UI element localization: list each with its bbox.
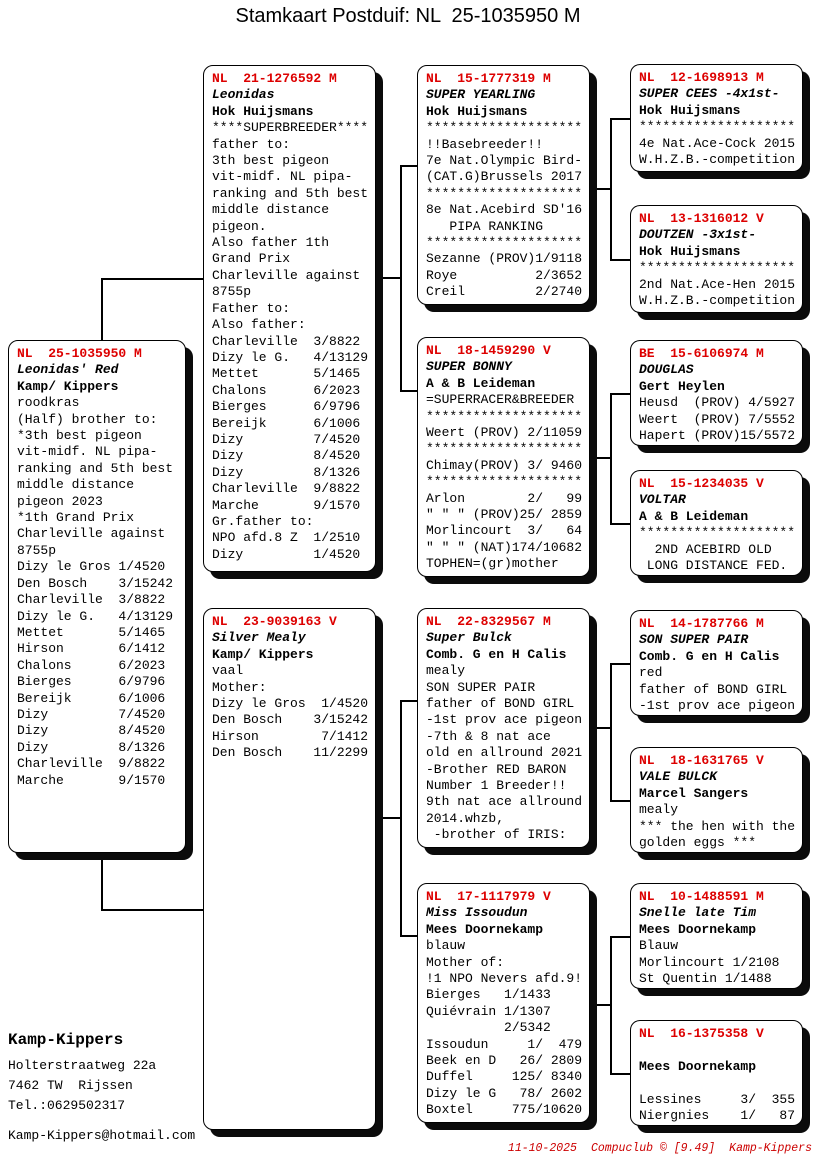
pigeon-info-line: ******************** xyxy=(639,119,796,135)
pigeon-info-line: Sezanne (PROV)1/9118 xyxy=(426,251,583,267)
pigeon-info-line: pigeon 2023 xyxy=(17,493,103,509)
pigeon-info-line: Mettet 5/1465 xyxy=(17,624,166,640)
pigeon-info-line: Charleville 9/8822 xyxy=(212,481,361,497)
pigeon-info-line: 8755p xyxy=(17,542,57,558)
connector-line xyxy=(101,278,204,280)
pigeon-info-line: ******************** xyxy=(639,525,796,541)
pigeon-info-line: Dizy le G 78/ 2602 xyxy=(426,1085,583,1101)
pigeon-info-line: TOPHEN=(gr)mother xyxy=(426,556,559,572)
pigeon-info-line: Dizy 7/4520 xyxy=(212,431,361,447)
pigeon-info-line: Chalons 6/2023 xyxy=(17,657,166,673)
pigeon-info-line: -1st prov ace pigeon xyxy=(426,712,583,728)
connector-line xyxy=(400,165,402,391)
connector-line xyxy=(375,817,401,819)
pigeon-owner: Mees Doornekamp xyxy=(639,1058,757,1074)
connector-line xyxy=(589,1004,611,1006)
ring-number: NL 15-1234035 V xyxy=(639,476,764,491)
pigeon-name: Leonidas xyxy=(212,87,275,103)
connector-line xyxy=(589,727,611,729)
pedigree-box-grandmother-paternal xyxy=(417,337,590,577)
ring-number: NL 18-1631765 V xyxy=(639,753,764,768)
pigeon-info-line: Blauw xyxy=(639,938,679,954)
pedigree-box-great-grandparent-8 xyxy=(630,1020,803,1126)
pedigree-box-great-grandparent-2 xyxy=(630,205,803,313)
pigeon-name: Miss Issoudun xyxy=(426,905,528,921)
pigeon-name: VOLTAR xyxy=(639,492,686,508)
pigeon-info-line: Mother of: xyxy=(426,954,505,970)
ring-number: NL 13-1316012 V xyxy=(639,211,764,226)
pigeon-info-line: Dizy 8/1326 xyxy=(212,464,361,480)
pigeon-info-line: vaal xyxy=(212,663,244,679)
page-title: Stamkaart Postduif: NL 25-1035950 M xyxy=(235,5,581,27)
pigeon-info-line: Marche 9/1570 xyxy=(212,497,361,513)
pigeon-info-line: Boxtel 775/10620 xyxy=(426,1102,583,1118)
pigeon-owner: Comb. G en H Calis xyxy=(426,646,567,662)
pedigree-box-great-grandparent-3 xyxy=(630,340,803,446)
pigeon-info-line: father of BOND GIRL xyxy=(426,696,575,712)
connector-line xyxy=(610,663,612,801)
pigeon-info-line: roodkras xyxy=(17,395,80,411)
pigeon-info-line: Dizy le G. 4/13129 xyxy=(212,349,369,365)
pigeon-info-line: Dizy 8/4520 xyxy=(212,448,361,464)
pigeon-info-line: Hapert (PROV)15/5572 xyxy=(639,428,796,444)
pigeon-info-line: Den Bosch 3/15242 xyxy=(17,575,174,591)
pigeon-info-line: PIPA RANKING xyxy=(426,218,544,234)
pigeon-info-line: Bierges 1/1433 xyxy=(426,987,551,1003)
pigeon-info-line: ranking and 5th best xyxy=(17,460,174,476)
pigeon-name: Silver Mealy xyxy=(212,630,306,646)
pigeon-info-line: ******************** xyxy=(426,408,583,424)
ring-number: BE 15-6106974 M xyxy=(639,346,764,361)
pigeon-name: DOUTZEN -3x1st- xyxy=(639,227,757,243)
pigeon-owner: Hok Huijsmans xyxy=(639,243,741,259)
pedigree-box-mother xyxy=(203,608,376,1130)
pigeon-info-line: St Quentin 1/1488 xyxy=(639,971,772,987)
pedigree-box-great-grandparent-7 xyxy=(630,883,803,989)
footer xyxy=(508,1142,812,1155)
pigeon-name: SUPER CEES -4x1st- xyxy=(639,86,780,102)
pigeon-info-line: vit-midf. NL pipa- xyxy=(212,169,353,185)
pigeon-info-line: Beek en D 26/ 2809 xyxy=(426,1053,583,1069)
pigeon-info-line: Weert (PROV) 2/11059 xyxy=(426,425,583,441)
pigeon-info-line: mealy xyxy=(426,663,466,679)
pigeon-name: Super Bulck xyxy=(426,630,512,646)
pigeon-info-line: Arlon 2/ 99 xyxy=(426,490,583,506)
pigeon-info-line: Charleville 3/8822 xyxy=(17,592,166,608)
pigeon-info-line: (Half) brother to: xyxy=(17,411,158,427)
pigeon-info-line: ******************** xyxy=(426,235,583,251)
pigeon-owner: Kamp/ Kippers xyxy=(212,646,314,662)
pigeon-name xyxy=(639,1042,800,1058)
connector-line xyxy=(610,118,612,260)
pigeon-info-line: Chalons 6/2023 xyxy=(212,382,361,398)
pigeon-info-line: 2014.whzb, xyxy=(426,810,505,826)
pigeon-info-line: 2nd Nat.Ace-Hen 2015 xyxy=(639,276,796,292)
pigeon-info-line: LONG DISTANCE FED. xyxy=(639,558,788,574)
pigeon-info-line: -7th & 8 nat ace xyxy=(426,728,551,744)
pigeon-info-line: Gr.father to: xyxy=(212,513,314,529)
pigeon-name: VALE BULCK xyxy=(639,769,718,785)
owner-email: Kamp-Kippers@hotmail.com xyxy=(8,1128,196,1143)
pigeon-info-line: -brother of IRIS: xyxy=(426,827,567,843)
pigeon-info-line: Chimay(PROV) 3/ 9460 xyxy=(426,457,583,473)
pigeon-info-line: " " " (NAT)174/10682 xyxy=(426,539,583,555)
pigeon-info-line: Den Bosch 11/2299 xyxy=(212,745,369,761)
pigeon-owner: Gert Heylen xyxy=(639,378,725,394)
pigeon-info-line: W.H.Z.B.-competition xyxy=(639,152,796,168)
pigeon-info-line: father of BOND GIRL xyxy=(639,681,788,697)
ring-number: NL 23-9039163 V xyxy=(212,614,337,629)
owner-name: Kamp-Kippers xyxy=(8,1031,124,1049)
pigeon-info-line: Den Bosch 3/15242 xyxy=(212,712,369,728)
connector-line xyxy=(610,393,631,395)
ring-number: NL 10-1488591 M xyxy=(639,889,764,904)
pigeon-info-line: -Brother RED BARON xyxy=(426,761,567,777)
pigeon-info-line: golden eggs *** xyxy=(639,835,757,851)
pigeon-name: SUPER BONNY xyxy=(426,359,512,375)
pigeon-info-line: 3th best pigeon xyxy=(212,153,330,169)
ring-number: NL 17-1117979 V xyxy=(426,889,551,904)
pigeon-info-line: Issoudun 1/ 479 xyxy=(426,1036,583,1052)
pigeon-owner: Mees Doornekamp xyxy=(639,921,757,937)
pigeon-info-line: SON SUPER PAIR xyxy=(426,679,536,695)
pigeon-owner: Comb. G en H Calis xyxy=(639,648,780,664)
pigeon-info-line: old en allround 2021 xyxy=(426,745,583,761)
pigeon-owner: A & B Leideman xyxy=(639,508,749,524)
pigeon-info-line: W.H.Z.B.-competition xyxy=(639,293,796,309)
pigeon-info-line: Bierges 6/9796 xyxy=(17,674,166,690)
pigeon-info-line: middle distance xyxy=(212,202,330,218)
pedigree-box-grandfather-maternal xyxy=(417,608,590,848)
pigeon-info-line: Hirson 7/1412 xyxy=(212,728,369,744)
pigeon-info-line: Roye 2/3652 xyxy=(426,267,583,283)
ring-number: NL 15-1777319 M xyxy=(426,71,551,86)
pigeon-info-line: Creil 2/2740 xyxy=(426,284,583,300)
connector-line xyxy=(610,663,631,665)
pigeon-info-line: pigeon. xyxy=(212,218,267,234)
connector-line xyxy=(400,700,402,936)
pigeon-info-line: Also father: xyxy=(212,317,306,333)
pigeon-info-line: !1 NPO Nevers afd.9! xyxy=(426,971,583,987)
pigeon-info-line: Dizy 8/4520 xyxy=(17,723,166,739)
pigeon-info-line: Dizy le Gros 1/4520 xyxy=(212,696,369,712)
pedigree-box-grandmother-maternal xyxy=(417,883,590,1123)
pigeon-owner: Hok Huijsmans xyxy=(212,103,314,119)
ring-number: NL 22-8329567 M xyxy=(426,614,551,629)
pigeon-info-line: ******************** xyxy=(426,185,583,201)
ring-number: NL 25-1035950 M xyxy=(17,346,142,361)
ring-number: NL 14-1787766 M xyxy=(639,616,764,631)
pigeon-owner: Hok Huijsmans xyxy=(639,102,741,118)
pigeon-info-line: Duffel 125/ 8340 xyxy=(426,1069,583,1085)
connector-line xyxy=(589,457,611,459)
pigeon-info-line: *** the hen with the xyxy=(639,818,796,834)
pigeon-info-line: father to: xyxy=(212,136,291,152)
pigeon-info-line: middle distance xyxy=(17,477,135,493)
connector-line xyxy=(375,277,401,279)
pigeon-info-line: vit-midf. NL pipa- xyxy=(17,444,158,460)
footer-date: 11-10-2025 xyxy=(507,1142,577,1155)
connector-line xyxy=(610,936,631,938)
pigeon-owner: Kamp/ Kippers xyxy=(17,378,119,394)
pigeon-info-line: Morlincourt 3/ 64 xyxy=(426,523,583,539)
connector-line xyxy=(610,523,631,525)
pigeon-info-line: 9th nat ace allround xyxy=(426,794,583,810)
pigeon-info-line: Niergnies 1/ 87 xyxy=(639,1108,796,1124)
connector-line xyxy=(610,393,612,524)
pigeon-info-line: Dizy 7/4520 xyxy=(17,706,166,722)
footer-publisher: Kamp-Kippers xyxy=(729,1142,812,1155)
pigeon-info-line: Father to: xyxy=(212,300,291,316)
pigeon-info-line: ******************** xyxy=(426,120,583,136)
pigeon-info-line: 2ND ACEBIRD OLD xyxy=(639,541,772,557)
pigeon-info-line: Heusd (PROV) 4/5927 xyxy=(639,395,796,411)
pigeon-name: Leonidas' Red xyxy=(17,362,119,378)
pedigree-box-grandfather-paternal xyxy=(417,65,590,305)
pigeon-owner: Marcel Sangers xyxy=(639,785,749,801)
pigeon-info-line: NPO afd.8 Z 1/2510 xyxy=(212,530,361,546)
pigeon-info-line: 7e Nat.Olympic Bird- xyxy=(426,153,583,169)
pigeon-info-line: Bereijk 6/1006 xyxy=(212,415,361,431)
pigeon-info-line: Dizy 1/4520 xyxy=(212,546,361,562)
owner-phone: Tel.:0629502317 xyxy=(8,1098,126,1113)
pigeon-info-line: !!Basebreeder!! xyxy=(426,136,544,152)
pigeon-info-line: =SUPERRACER&BREEDER xyxy=(426,392,575,408)
pigeon-info-line: Hirson 6/1412 xyxy=(17,641,166,657)
owner-city: 7462 TW Rijssen xyxy=(8,1078,133,1093)
connector-line xyxy=(610,118,631,120)
pigeon-info-line: ****SUPERBREEDER**** xyxy=(212,120,369,136)
pigeon-info-line: blauw xyxy=(426,938,466,954)
pedigree-box-father xyxy=(203,65,376,572)
pigeon-info-line: Mettet 5/1465 xyxy=(212,366,361,382)
connector-line xyxy=(610,259,631,261)
pigeon-info-line: Dizy le G. 4/13129 xyxy=(17,608,174,624)
pigeon-info-line: mealy xyxy=(639,802,679,818)
pigeon-info-line: *1th Grand Prix xyxy=(17,510,135,526)
pigeon-info-line: Dizy 8/1326 xyxy=(17,739,166,755)
pigeon-info-line: Lessines 3/ 355 xyxy=(639,1091,796,1107)
pigeon-info-line: " " " (PROV)25/ 2859 xyxy=(426,507,583,523)
pigeon-info-line: Grand Prix xyxy=(212,251,291,267)
pigeon-info-line: ******************** xyxy=(426,441,583,457)
ring-number: NL 12-1698913 M xyxy=(639,70,764,85)
pigeon-info-line: Quiévrain 1/1307 xyxy=(426,1003,551,1019)
pedigree-box-great-grandparent-6 xyxy=(630,747,803,853)
footer-software: Compuclub © [9.49] xyxy=(590,1142,716,1155)
pigeon-info-line: Bierges 6/9796 xyxy=(212,399,361,415)
connector-line xyxy=(610,936,612,1074)
pigeon-info-line: (CAT.G)Brussels 2017 xyxy=(426,169,583,185)
connector-line xyxy=(589,188,611,190)
pigeon-info-line: ******************** xyxy=(639,260,796,276)
pigeon-info-line: red xyxy=(639,665,663,681)
pedigree-box-great-grandparent-1 xyxy=(630,64,803,172)
pigeon-info-line: Number 1 Breeder!! xyxy=(426,778,567,794)
pigeon-info-line: 4e Nat.Ace-Cock 2015 xyxy=(639,135,796,151)
pigeon-info-line: 8755p xyxy=(212,284,252,300)
pigeon-info-line: Charleville against xyxy=(17,526,166,542)
ring-number: NL 18-1459290 V xyxy=(426,343,551,358)
pigeon-info-line: Charleville against xyxy=(212,267,361,283)
pigeon-name: Snelle late Tim xyxy=(639,905,757,921)
pigeon-info-line: 8e Nat.Acebird SD'16 xyxy=(426,202,583,218)
pigeon-info-line: Weert (PROV) 7/5552 xyxy=(639,411,796,427)
pigeon-owner: Mees Doornekamp xyxy=(426,921,544,937)
pigeon-info-line: Charleville 3/8822 xyxy=(212,333,361,349)
ring-number: NL 16-1375358 V xyxy=(639,1026,764,1041)
pedigree-box-great-grandparent-4 xyxy=(630,470,803,576)
pigeon-owner: A & B Leideman xyxy=(426,375,536,391)
pigeon-name: SON SUPER PAIR xyxy=(639,632,749,648)
owner-street: Holterstraatweg 22a xyxy=(8,1058,157,1073)
pigeon-info-line: 2/5342 xyxy=(426,1020,551,1036)
pigeon-info-line: Mother: xyxy=(212,679,267,695)
pigeon-info-line: Dizy le Gros 1/4520 xyxy=(17,559,166,575)
connector-line xyxy=(101,909,204,911)
pigeon-owner: Hok Huijsmans xyxy=(426,103,528,119)
pigeon-info-line: Bereijk 6/1006 xyxy=(17,690,166,706)
pigeon-name: SUPER YEARLING xyxy=(426,87,536,103)
pigeon-info-line: Morlincourt 1/2108 xyxy=(639,954,780,970)
pigeon-info-line: ******************** xyxy=(426,474,583,490)
connector-line xyxy=(610,1073,631,1075)
pigeon-info-line: Also father 1th xyxy=(212,235,330,251)
pigeon-info-line: ranking and 5th best xyxy=(212,185,369,201)
ring-number: NL 21-1276592 M xyxy=(212,71,337,86)
pedigree-box-great-grandparent-5 xyxy=(630,610,803,716)
pigeon-info-line: Marche 9/1570 xyxy=(17,772,166,788)
connector-line xyxy=(610,800,631,802)
pigeon-name: DOUGLAS xyxy=(639,362,694,378)
pigeon-info-line: Charleville 9/8822 xyxy=(17,756,166,772)
pedigree-box-subject xyxy=(8,340,186,853)
pigeon-info-line: -1st prov ace pigeon xyxy=(639,698,796,714)
pigeon-info-line: *3th best pigeon xyxy=(17,428,142,444)
pigeon-info-line xyxy=(639,1075,800,1091)
